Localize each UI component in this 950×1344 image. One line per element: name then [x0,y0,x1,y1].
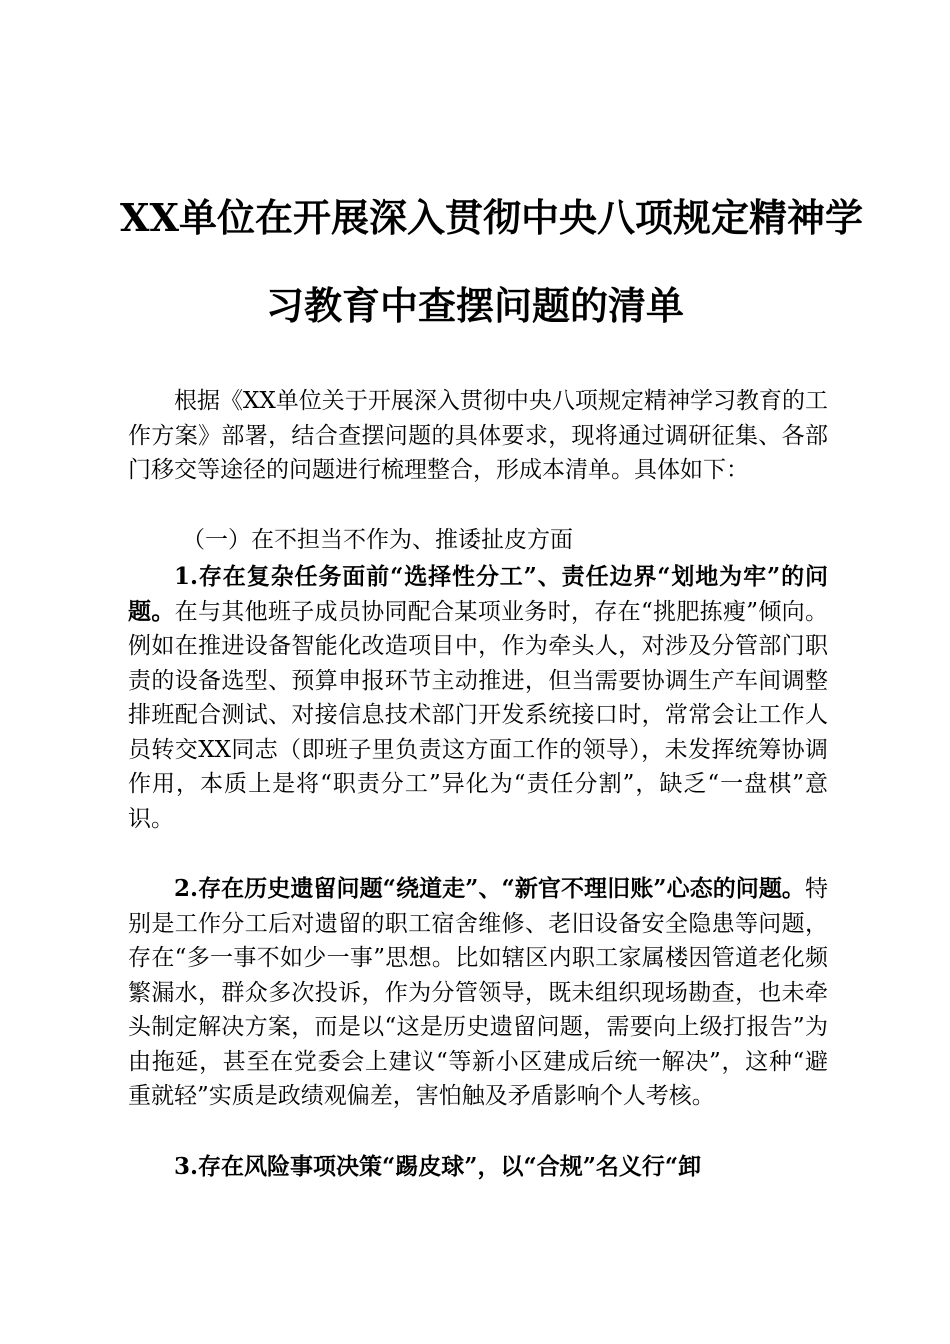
item-3-text [128,1150,828,1185]
item-3-heading: 3.存在风险事项决策“踢皮球”，以“合规”名义行“卸 [174,1153,702,1180]
document-title-line-1: XX单位在开展深入贯彻中央八项规定精神学 [120,195,863,240]
document-title-line-2: 习教育中查摆问题的清单 [265,283,684,328]
item-paragraph-2 [128,872,828,1114]
section-heading-1: （一）在不担当不作为、推诿扯皮方面 [182,527,573,553]
item-paragraph-3 [128,1150,828,1185]
item-2-heading: 2.存在历史遗留问题“绕道走”、“新官不理旧账”心态的问题。 [174,875,805,902]
item-2-text [128,872,828,1114]
intro-text: 根据《XX单位关于开展深入贯彻中央八项规定精神学习教育的工作方案》部署，结合查摆问题的具体要求，现将通过调研征集、各部门移交等途径的问题进行梳理整合，形成本清单。具体如下： [128,388,828,483]
intro-paragraph [128,384,828,488]
item-1-text [128,560,828,836]
item-2-body: 特别是工作分工后对遗留的职工宿舍维修、老旧设备安全隐患等问题，存在“多一事不如少一事”思想。比如辖区内职工家属楼因管道老化频繁漏水，群众多次投诉，作为分管领导，既未组织现场勘查，也未牵头制定解决方案，而是以“这是历史遗留问题，需要向上级打报告”为由拖延，甚至在党委会上建议“等新小区建成后统一解决”，这种“避重就轻”实质是政绩观偏差，害怕触及矛盾影响个人考核。 [128,876,828,1109]
item-1-heading: 1.存在复杂任务面前“选择性分工”、责任边界“划地为牢”的问题。 [128,563,828,625]
item-paragraph-1 [128,560,828,836]
item-1-body: 在与其他班子成员协同配合某项业务时，存在“挑肥拣瘦”倾向。例如在推进设备智能化改造项目中，作为牵头人，对涉及分管部门职责的设备选型、预算申报环节主动推进，但当需要协调生产车间调整排班配合测试、对接信息技术部门开发系统接口时，常常会让工作人员转交XX同志（即班子里负责这方面工作的领导），未发挥统筹协调作用，本质上是将“职责分工”异化为“责任分割”，缺乏“一盘棋”意识。 [128,598,828,832]
